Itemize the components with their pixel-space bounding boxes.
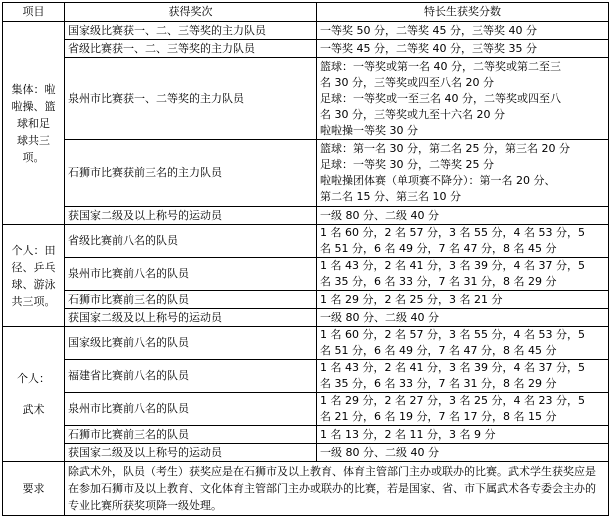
score-line: 一级 80 分、二级 40 分 xyxy=(320,445,439,459)
award-cell: 泉州市比赛获一、二等奖的主力队员 xyxy=(65,58,317,140)
score-line: 一级 80 分、二级 40 分 xyxy=(320,208,439,222)
award-cell: 获国家二级及以上称号的运动员 xyxy=(65,444,317,462)
score-cell xyxy=(317,40,609,58)
requirements-text: 除武术外，队员（考生）获奖应是在石狮市及以上教育、体育主管部门主办或联办的比赛。武术学生获奖应是在参加石狮市及以上教育、文化体育主管部门主办或联办的比赛，若是国家、省、市下属武术各专委会主办的专业比赛所获奖项降一级处理。 xyxy=(65,462,609,516)
category-line: 啦操、篮 xyxy=(11,99,56,113)
score-line: 一等奖 45 分，二等奖 40 分，三等奖 35 分 xyxy=(320,41,537,55)
spacer xyxy=(5,387,62,401)
award-cell: 石狮市比赛前三名的队员 xyxy=(65,291,317,309)
score-line: 一等奖 50 分，二等奖 45 分，三等奖 40 分 xyxy=(320,23,537,37)
table-row xyxy=(3,225,609,258)
table-row xyxy=(3,40,609,58)
award-cell: 福建省比赛前八名的队员 xyxy=(65,360,317,393)
category-line: 武术 xyxy=(22,403,45,416)
score-line: 名 35 分，6 名 33 分，7 名 31 分，8 名 29 分 xyxy=(320,275,557,288)
score-line: 1 名 13 分，2 名 11 分，3 名 9 分 xyxy=(320,427,496,441)
score-line: 足球：一等奖 30 分，二等奖 25 分 xyxy=(320,158,494,171)
category-line: 集体：啦 xyxy=(11,82,56,96)
category-line: 球共三 xyxy=(17,133,50,147)
award-cell: 省级比赛前八名的队员 xyxy=(65,225,317,258)
header-award: 获得奖次 xyxy=(65,3,317,22)
award-cell: 石狮市比赛获前三名的主力队员 xyxy=(65,140,317,207)
requirements-row xyxy=(3,462,609,516)
score-cell xyxy=(317,327,609,360)
category-line: 径、乒乓 xyxy=(11,260,56,274)
score-line: 名 51 分，6 名 49 分，7 名 47 分，8 名 45 分 xyxy=(320,344,557,357)
score-line: 第二名 15 分、第三名 10 分 xyxy=(320,190,461,203)
category-individual-athletics xyxy=(3,225,65,327)
score-line: 一级 80 分、二级 40 分 xyxy=(320,310,439,324)
score-line: 名 21 分，6 名 19 分，7 名 17 分，8 名 15 分 xyxy=(320,410,557,423)
score-line: 1 名 43 分，2 名 41 分，3 名 39 分，4 名 37 分，5 xyxy=(320,361,585,374)
score-line: 1 名 60 分，2 名 57 分，3 名 55 分，4 名 53 分，5 xyxy=(320,328,585,341)
score-cell xyxy=(317,291,609,309)
score-cell xyxy=(317,207,609,225)
score-line: 足球：一等奖或一至三名 40 分，二等奖或四至八 xyxy=(320,91,561,105)
award-cell: 泉州市比赛前八名的队员 xyxy=(65,393,317,426)
score-line: 1 名 29 分，2 名 27 分，3 名 25 分，4 名 23 分，5 xyxy=(320,394,585,407)
score-line: 1 名 29 分，2 名 25 分，3 名 21 分 xyxy=(320,292,503,306)
score-cell xyxy=(317,140,609,207)
score-line: 啦啦操一等奖 30 分 xyxy=(320,123,418,137)
table-row xyxy=(3,444,609,462)
category-line: 球、游泳 xyxy=(11,277,56,291)
table-row xyxy=(3,291,609,309)
score-line: 名 30 分，三等奖或四至八名 20 分 xyxy=(320,75,494,89)
table-row xyxy=(3,258,609,291)
score-line: 啦啦操团体赛（单项赛不降分）：第一名 20 分、 xyxy=(320,174,556,187)
score-cell xyxy=(317,58,609,140)
category-line: 项。 xyxy=(22,150,45,164)
score-line: 1 名 60 分，2 名 57 分，3 名 55 分，4 名 53 分，5 xyxy=(320,226,585,239)
table-row xyxy=(3,58,609,140)
score-cell xyxy=(317,22,609,40)
score-cell xyxy=(317,258,609,291)
award-cell: 泉州市比赛前八名的队员 xyxy=(65,258,317,291)
score-cell xyxy=(317,426,609,444)
score-cell xyxy=(317,309,609,327)
award-cell: 石狮市比赛前三名的队员 xyxy=(65,426,317,444)
score-line: 名 30 分，三等奖或九至十六名 20 分 xyxy=(320,107,505,121)
header-score: 特长生获奖分数 xyxy=(317,3,609,22)
category-line: 个人：田 xyxy=(11,243,56,257)
award-score-table xyxy=(2,2,609,516)
table-row xyxy=(3,393,609,426)
header-category: 项目 xyxy=(3,3,65,22)
score-line: 名 51 分，6 名 49 分，7 名 47 分，8 名 45 分 xyxy=(320,242,557,255)
score-line: 名 35 分，6 名 33 分，7 名 31 分，8 名 29 分 xyxy=(320,377,557,390)
score-line: 1 名 43 分，2 名 41 分，3 名 39 分，4 名 37 分，5 xyxy=(320,259,585,272)
category-team-sports xyxy=(3,22,65,225)
score-cell xyxy=(317,225,609,258)
category-line: 个人： xyxy=(17,372,50,385)
award-cell: 省级比赛获一、二、三等奖的主力队员 xyxy=(65,40,317,58)
table-row xyxy=(3,327,609,360)
header-row xyxy=(3,3,609,22)
score-cell xyxy=(317,444,609,462)
award-cell: 获国家二级及以上称号的运动员 xyxy=(65,207,317,225)
requirements-label: 要求 xyxy=(3,462,65,516)
table-row xyxy=(3,22,609,40)
table-row xyxy=(3,360,609,393)
award-cell: 获国家二级及以上称号的运动员 xyxy=(65,309,317,327)
table-row xyxy=(3,140,609,207)
category-line: 共三项。 xyxy=(11,294,56,308)
table-row xyxy=(3,309,609,327)
category-line: 球和足 xyxy=(17,116,50,130)
award-cell: 国家级比赛前八名的队员 xyxy=(65,327,317,360)
award-cell: 国家级比赛获一、二、三等奖的主力队员 xyxy=(65,22,317,40)
score-cell xyxy=(317,360,609,393)
score-line: 篮球：第一名 30 分，第二名 25 分，第三名 20 分 xyxy=(320,142,570,155)
score-cell xyxy=(317,393,609,426)
table-row xyxy=(3,207,609,225)
category-individual-wushu xyxy=(3,327,65,462)
score-line: 篮球：一等奖或第一名 40 分，二等奖或第二至三 xyxy=(320,59,561,73)
table-row xyxy=(3,426,609,444)
